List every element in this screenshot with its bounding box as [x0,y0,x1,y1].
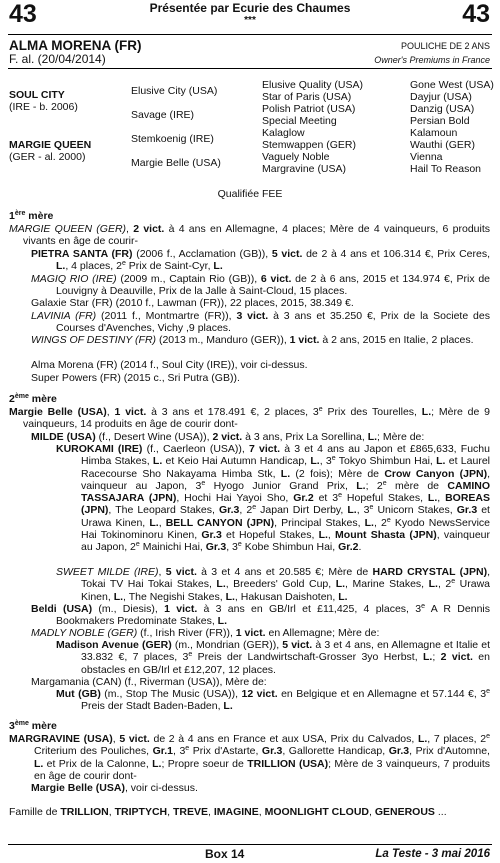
second-dam-paragraph: Margie Belle (USA), 1 vict. à 3 ans et 178.491 €, 2 places, 3e Prix des Tourelles, L.; Mère de 9 vainqueurs, 14 produits en âge de courir dont- [9,406,491,431]
horse-category: POULICHE DE 2 ANS [400,41,490,51]
gen4-item: Danzig (USA) [410,103,475,115]
produce-lavinia: LAVINIA (FR) (2011 f., Montmartre (FR)), 3 vict. à 3 ans et 35.250 €, Prix de la Societe des Courses d'Avenches, Vichy ,9 places. [31,310,490,335]
gen4-item: Dayjur (USA) [410,91,472,103]
produce-margamania: Margamania (CAN) (f., Riverman (USA)), Mère de: [31,676,267,688]
gen4-item: Gone West (USA) [410,79,494,91]
horse-name: ALMA MORENA (FR) [9,38,142,53]
lot-number-right: 43 [462,0,490,28]
gen4-item: Kalamoun [410,127,458,139]
dam-name: MARGIE QUEEN [9,139,92,151]
gen4-item: Hail To Reason [410,163,482,175]
produce-madison-avenue: Madison Avenue (GER) (m., Mondrian (GER)), 5 vict. à 3 et 4 ans, en Allemagne et Italie et 33.832 €, 7 places, 3e Preis der Landwirtschaft-Grosser 3yo Herbst, L.; 2 vict. en obstacles en GB/Irl et £12,207, 12 places. [56,639,490,676]
lot-number-left: 43 [9,0,37,28]
mid-rule [8,68,492,69]
box-number: Box 14 [205,847,245,861]
produce-sweet-milde: SWEET MILDE (IRE), 5 vict. à 3 et 4 ans et 20.585 €; Mère de HARD CRYSTAL (JPN), Tokai TV Hai Tokai Stakes, L., Breeders' Gold Cup, L., Marine Stakes, L., 2e Urawa Kinen, L., The Negishi Stakes, L., Hakusan Daishoten, L. [56,566,491,603]
gen3-item: Stemwappen (GER) [262,139,356,151]
produce-alma-morena: Alma Morena (FR) (2014 f., Soul City (IRE)), voir ci-dessus. [31,359,308,371]
gen3-item: Polish Patriot (USA) [262,103,356,115]
gen3-item: Margravine (USA) [262,163,347,175]
sale-info: La Teste - 3 mai 2016 [375,848,490,860]
gen3-item: Elusive Quality (USA) [262,79,363,91]
gen2-item: Margie Belle (USA) [131,157,221,169]
produce-kurokami: KUROKAMI (IRE) (f., Caerleon (USA)), 7 vict. à 3 et 4 ans au Japon et £865,633, Fuchu Himba Stakes, L. et Keio Hai Autumn Handicap, L., 3e Tokyo Shimbun Hai, L. et Laurel Racecourse Sho Nakayama Himba Stk, L. (2 fois); Mère de Crow Canyon (JPN), vainqueur au Japon, 3e Hyogo Junior Grand Prix, L.; 2e mère de CAMINO TASSAJARA (JPN), Hochi Hai Yayoi Sho, Gr.2 et 3e Hopeful Stakes, L., BOREAS (JPN), The Leopard Stakes, Gr.3, 2e Japan Dirt Derby, L., 3e Unicorn Stakes, Gr.3 et Urawa Kinen, L., BELL CANYON (JPN), Principal Stakes, L., 2e Kyodo NewsService Hai Tokinominoru Kinen, Gr.3 et Hopeful Stakes, L., Mount Shasta (JPN), vainqueur au Japon, 2e Mainichi Hai, Gr.3, 3e Kobe Shimbun Hai, Gr.2. [56,443,491,554]
gen4-item: Vienna [410,151,443,163]
section-first-dam: 1ère mère [9,210,54,222]
gen2-item: Elusive City (USA) [131,85,218,97]
produce-magiq-rio: MAGIQ RIO (IRE) (2009 m., Captain Rio (GB)), 6 vict. de 2 à 6 ans, 2015 et 134.974 €, Prix de Louvigny à Deauville, Prix de la Jalle à Saint-Cloud, 15 places. [31,273,491,298]
gen2-item: Savage (IRE) [131,109,195,121]
section-third-dam: 3ème mère [9,720,57,732]
gen3-item: Kalaglow [262,127,305,139]
stars: *** [244,15,256,26]
produce-mut: Mut (GB) (m., Stop The Music (USA)), 12 vict. en Belgique et en Allemagne et 57.144 €, 3e Preis der Stadt Baden-Baden, L. [56,688,491,713]
gen3-item: Vaguely Noble [262,151,330,163]
family-line: Famille de TRILLION, TRIPTYCH, TREVE, IMAGINE, MOONLIGHT CLOUD, GENEROUS ... [9,806,447,818]
presenter: Présentée par Ecurie des Chaumes [149,1,351,15]
third-dam-paragraph: MARGRAVINE (USA), 5 vict. de 2 à 4 ans en France et aux USA, Prix du Calvados, L., 7 places, 2e Criterium des Pouliches, Gr.1, 3e Prix d'Astarte, Gr.3, Gallorette Handicap, Gr.3, Prix d'Automne, L. et Prix de la Calonne, L.; Propre soeur de TRILLION (USA); Mère de 3 vainqueurs, 7 produits en âge de courir dont- [9,733,491,782]
produce-madly-noble: MADLY NOBLE (GER) (f., Irish River (FR)), 1 vict. en Allemagne; Mère de: [31,627,380,639]
gen2-item: Stemkoenig (IRE) [131,133,214,145]
gen3-item: Special Meeting [262,115,337,127]
top-rule [8,34,492,35]
produce-wings-of-destiny: WINGS OF DESTINY (FR) (2013 m., Manduro (GER)), 1 vict. à 2 ans, 2015 en Italie, 2 places. [31,334,474,346]
produce-super-powers: Super Powers (FR) (2015 c., Sri Putra (GB)). [31,372,240,384]
dam-info: (GER - al. 2000) [9,151,86,163]
gen4-item: Persian Bold [410,115,470,127]
sire-info: (IRE - b. 2006) [9,101,78,113]
produce-milde: MILDE (USA) (f., Desert Wine (USA)), 2 vict. à 3 ans, Prix La Sorellina, L.; Mère de: [31,431,425,443]
premium-program: Owner's Premiums in France [374,55,490,65]
qualification: Qualifiée FEE [217,188,283,200]
produce-margie-belle: Margie Belle (USA), voir ci-dessus. [31,782,198,794]
produce-pietra-santa: PIETRA SANTA (FR) (2006 f., Acclamation (GB)), 5 vict. de 2 à 4 ans et 106.314 €, Prix Ceres, L., 4 places, 2e Prix de Saint-Cyr, L. [31,248,491,273]
gen3-item: Star of Paris (USA) [262,91,352,103]
gen4-item: Wauthi (GER) [410,139,475,151]
produce-galaxie-star: Galaxie Star (FR) (2010 f., Lawman (FR)), 22 places, 2015, 38.349 €. [31,297,354,309]
horse-descriptor: F. al. (20/04/2014) [9,52,106,66]
sire-name: SOUL CITY [9,89,65,101]
bottom-rule [8,844,492,845]
dam-paragraph: MARGIE QUEEN (GER), 2 vict. à 4 ans en Allemagne, 4 places; Mère de 4 vainqueurs, 6 produits vivants en âge de courir- [9,223,490,248]
produce-beldi: Beldi (USA) (m., Diesis), 1 vict. à 3 ans en GB/Irl et £11,425, 4 places, 3e A R Dennis Bookmakers Predominate Stakes, L. [31,603,490,628]
section-second-dam: 2ème mère [9,393,57,405]
